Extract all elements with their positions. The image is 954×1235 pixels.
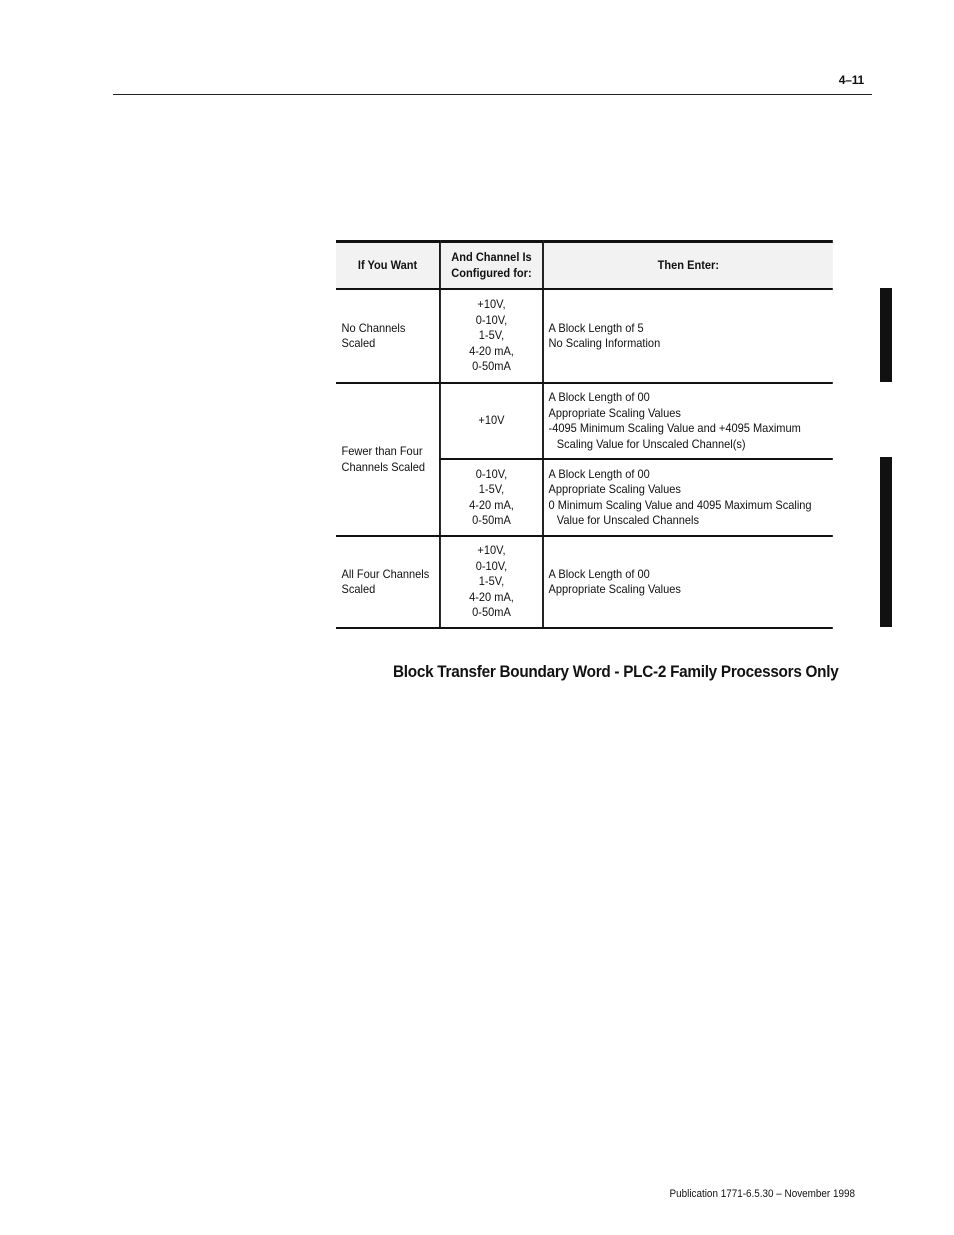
change-bar (880, 457, 892, 627)
cfg-value: +10V, (477, 543, 506, 558)
enter-line: A Block Length of 00 (548, 566, 650, 581)
cfg-value: 1-5V, (478, 482, 505, 496)
change-bar (880, 288, 892, 382)
cfg-value: 0-10V, (475, 466, 508, 481)
table-row (336, 383, 833, 459)
publication-footer: Publication 1771-6.5.30 – November 1998 (669, 1188, 855, 1200)
table-row (336, 289, 833, 383)
enter-line: A Block Length of 5 (548, 320, 644, 335)
cell-then-enter (543, 459, 833, 536)
header-configured-line1: And Channel Is (451, 250, 532, 264)
enter-line: No Scaling Information (548, 336, 661, 350)
cfg-value: 0-10V, (475, 558, 508, 573)
cfg-value: +10V (478, 413, 505, 428)
cfg-value: 4-20 mA, (469, 589, 514, 604)
cell-then-enter (543, 383, 833, 459)
cfg-value: +10V, (477, 297, 506, 312)
header-then-enter: Then Enter: (543, 242, 833, 290)
table-header-row (336, 242, 833, 290)
want-line2: Scaled (341, 582, 376, 596)
cfg-value: 1-5V, (478, 574, 505, 589)
cell-then-enter (543, 536, 833, 628)
cell-configured-for (440, 383, 543, 459)
cfg-value: 0-50mA (472, 605, 511, 620)
enter-line: Appropriate Scaling Values (548, 582, 681, 596)
cell-if-you-want (336, 289, 440, 383)
page-number: 4–11 (838, 73, 864, 87)
enter-line: Appropriate Scaling Values (548, 405, 681, 420)
cell-configured-for (440, 459, 543, 536)
channel-scaling-table (336, 240, 833, 629)
enter-line: -4095 Minimum Scaling Value and +4095 Maximum (548, 421, 801, 435)
header-if-you-want: If You Want (336, 242, 440, 290)
enter-line: 0 Minimum Scaling Value and 4095 Maximum Scaling (548, 497, 812, 512)
section-heading: Block Transfer Boundary Word - PLC-2 Family Processors Only (393, 662, 839, 681)
want-line1: Fewer than Four (341, 444, 423, 458)
cfg-value: 0-50mA (472, 359, 511, 374)
cell-configured-for (440, 289, 543, 383)
cell-if-you-want (336, 536, 440, 628)
enter-line: Value for Unscaled Channels (556, 513, 699, 527)
cell-if-you-want (336, 383, 440, 536)
want-line2: Scaled (341, 336, 376, 350)
want-line2: Channels Scaled (341, 459, 425, 474)
want-line1: All Four Channels (341, 566, 430, 581)
cell-then-enter (543, 289, 833, 383)
enter-line: Appropriate Scaling Values (548, 482, 681, 496)
cfg-value: 0-10V, (475, 312, 508, 327)
header-rule (113, 94, 872, 95)
header-configured-line2: Configured for: (451, 265, 532, 280)
cfg-value: 4-20 mA, (469, 497, 514, 512)
header-channel-configured (440, 242, 543, 290)
want-line1: No Channels (341, 320, 406, 335)
table-row (336, 536, 833, 628)
enter-line: A Block Length of 00 (548, 466, 650, 481)
cfg-value: 1-5V, (478, 328, 505, 343)
cfg-value: 4-20 mA, (469, 343, 514, 358)
cfg-value: 0-50mA (472, 513, 511, 527)
cell-configured-for (440, 536, 543, 628)
enter-line: A Block Length of 00 (548, 390, 650, 404)
enter-line: Scaling Value for Unscaled Channel(s) (556, 436, 746, 451)
